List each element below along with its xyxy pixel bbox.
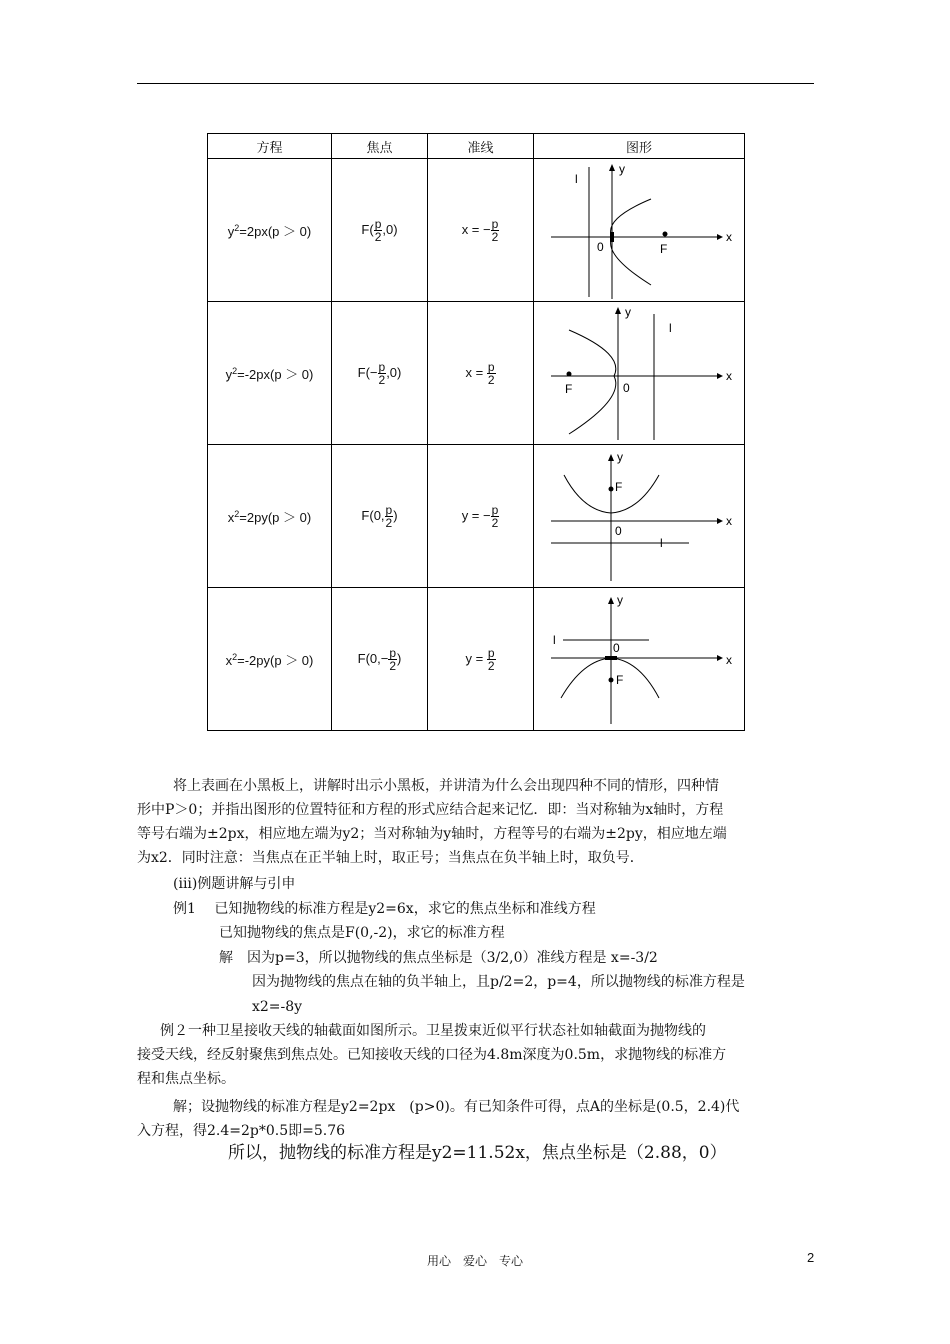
focus-label: F	[660, 242, 668, 256]
directrix-pre: x =	[465, 364, 487, 380]
eq-base: x	[227, 509, 235, 525]
example-line: 程和焦点坐标。	[137, 1071, 235, 1087]
parabola-curve	[611, 199, 651, 285]
focus-post: ,0)	[386, 364, 402, 380]
parabola-left-graph	[539, 302, 739, 444]
x-arrow-icon	[717, 373, 723, 379]
paragraph-line: 等号右端为±2px，相应地左端为y2；当对称轴为y轴时，方程等号的右端为±2py，相应地左端	[137, 826, 727, 842]
example-line: x2=-8y	[252, 999, 303, 1015]
header-directrix: 准线	[428, 134, 534, 159]
eq-base: y	[225, 366, 233, 382]
vertex-mark	[605, 656, 617, 660]
x-arrow-icon	[717, 518, 723, 524]
eq-sup: 2	[232, 365, 238, 376]
eq-sup: 2	[234, 508, 240, 519]
focus-label: F	[616, 673, 624, 687]
example-line: 已知抛物线的焦点是F(0,-2)，求它的标准方程	[219, 925, 505, 941]
graph-cell	[534, 159, 745, 302]
focus-post: )	[397, 650, 402, 666]
focus-post: ,0)	[382, 221, 398, 237]
focus-fraction: $\frac{p}{2}$	[389, 645, 397, 673]
y-label: y	[617, 450, 623, 464]
solution-line: 入方程，得2.4=2p*0.5即=5.76	[137, 1123, 346, 1139]
x-label: x	[726, 653, 732, 667]
vertex-mark	[610, 232, 614, 242]
graph-cell	[534, 445, 745, 588]
header-focus: 焦点	[332, 134, 428, 159]
directrix-label: l	[553, 633, 556, 647]
focus-point	[609, 487, 614, 492]
example-line: 例1 已知抛物线的标准方程是y2=6x，求它的焦点坐标和准线方程	[173, 901, 596, 917]
y-arrow-icon	[615, 307, 621, 314]
example-line: 例２一种卫星接收天线的轴截面如图所示。卫星拨束近似平行状态社如轴截面为抛物线的	[160, 1023, 706, 1039]
x-label: x	[726, 369, 732, 383]
solution-line: 解；设抛物线的标准方程是y2=2px (p>0)。有已知条件可得，点A的坐标是(0.5，2.4)代	[173, 1099, 740, 1115]
directrix-fraction: $\frac{p}{2}$	[487, 359, 495, 387]
y-label: y	[625, 305, 631, 319]
origin-label: 0	[615, 524, 622, 538]
focus-fraction: $\frac{p}{2}$	[385, 502, 393, 530]
y-label: y	[617, 593, 623, 607]
eq-rest: =-2py(p ＞ 0)	[237, 652, 314, 668]
parabola-curve	[569, 330, 616, 434]
table-header-row	[208, 134, 745, 159]
eq-base: y	[227, 223, 235, 239]
parabola-right-graph	[539, 159, 739, 301]
focus-point	[567, 372, 572, 377]
header-graph: 图形	[534, 134, 745, 159]
focus-pre: F(−	[357, 364, 378, 380]
example-line: 因为抛物线的焦点在轴的负半轴上，且p/2=2，p=4，所以抛物线的标准方程是	[252, 974, 745, 990]
x-label: x	[726, 230, 732, 244]
graph-cell	[534, 588, 745, 731]
paragraph-line: 为x2．同时注意：当焦点在正半轴上时，取正号；当焦点在负半轴上时，取负号．	[137, 850, 644, 866]
origin-label: 0	[623, 381, 630, 395]
y-arrow-icon	[608, 597, 614, 604]
focus-post: )	[393, 507, 398, 523]
eq-rest: =2py(p ＞ 0)	[239, 509, 312, 525]
focus-cell	[332, 588, 428, 731]
focus-cell	[332, 302, 428, 445]
table-row	[208, 159, 745, 302]
solution-conclusion: 所以，抛物线的标准方程是y2=11.52x，焦点坐标是（2.88，0）	[228, 1143, 727, 1163]
equation-cell	[208, 159, 332, 302]
eq-sup: 2	[232, 651, 238, 662]
eq-sup: 2	[234, 222, 240, 233]
focus-fraction: $\frac{p}{2}$	[374, 216, 382, 244]
equation-cell	[208, 302, 332, 445]
header-equation: 方程	[208, 134, 332, 159]
parabola-down-graph	[539, 588, 739, 730]
footer-motto: 用心 爱心 专心	[426, 1254, 523, 1268]
x-arrow-icon	[717, 234, 723, 240]
focus-cell	[332, 159, 428, 302]
x-label: x	[726, 514, 732, 528]
equation-cell	[208, 445, 332, 588]
directrix-fraction: $\frac{p}{2}$	[491, 216, 499, 244]
focus-cell	[332, 445, 428, 588]
directrix-pre: y = −	[461, 507, 491, 523]
origin-label: 0	[597, 240, 604, 254]
eq-base: x	[225, 652, 233, 668]
equation-cell	[208, 588, 332, 731]
focus-point	[609, 678, 614, 683]
focus-pre: F(	[361, 221, 374, 237]
directrix-cell	[428, 302, 534, 445]
directrix-label: l	[669, 321, 672, 335]
focus-point	[663, 232, 668, 237]
example-line: 解 因为p=3，所以抛物线的焦点坐标是（3/2,0）准线方程是 x=-3/2	[219, 950, 658, 966]
focus-pre: F(0,−	[357, 650, 389, 666]
section-heading: (iii)例题讲解与引申	[173, 876, 296, 892]
paragraph-line: 将上表画在小黑板上，讲解时出示小黑板，并讲清为什么会出现四种不同的情形，四种情	[173, 778, 719, 794]
focus-label: F	[615, 480, 623, 494]
example-line: 接受天线，经反射聚焦到焦点处。已知接收天线的口径为4.8m深度为0.5m，求抛物线的标准方	[137, 1047, 727, 1063]
directrix-label: l	[575, 172, 578, 186]
table-row	[208, 302, 745, 445]
directrix-cell	[428, 445, 534, 588]
origin-label: 0	[613, 641, 620, 655]
directrix-fraction: $\frac{p}{2}$	[491, 502, 499, 530]
y-label: y	[619, 162, 625, 176]
directrix-pre: y =	[465, 650, 487, 666]
focus-pre: F(0,	[361, 507, 385, 523]
directrix-cell	[428, 588, 534, 731]
paragraph-line: 形中P＞0；并指出图形的位置特征和方程的形式应结合起来记忆．即：当对称轴为x轴时，方程	[137, 802, 724, 818]
directrix-fraction: $\frac{p}{2}$	[487, 645, 495, 673]
focus-fraction: $\frac{p}{2}$	[378, 359, 386, 387]
y-arrow-icon	[609, 164, 615, 171]
header-rule	[137, 83, 814, 84]
directrix-cell	[428, 159, 534, 302]
parabola-table	[207, 133, 745, 731]
table-row	[208, 588, 745, 731]
table-row	[208, 445, 745, 588]
directrix-pre: x = −	[461, 221, 491, 237]
focus-label: F	[565, 382, 573, 396]
eq-rest: =2px(p ＞ 0)	[239, 223, 312, 239]
x-arrow-icon	[717, 655, 723, 661]
y-arrow-icon	[608, 454, 614, 461]
graph-cell	[534, 302, 745, 445]
directrix-label: l	[660, 536, 663, 550]
eq-rest: =-2px(p ＞ 0)	[237, 366, 314, 382]
page-number: 2	[807, 1250, 815, 1265]
parabola-up-graph	[539, 445, 739, 587]
